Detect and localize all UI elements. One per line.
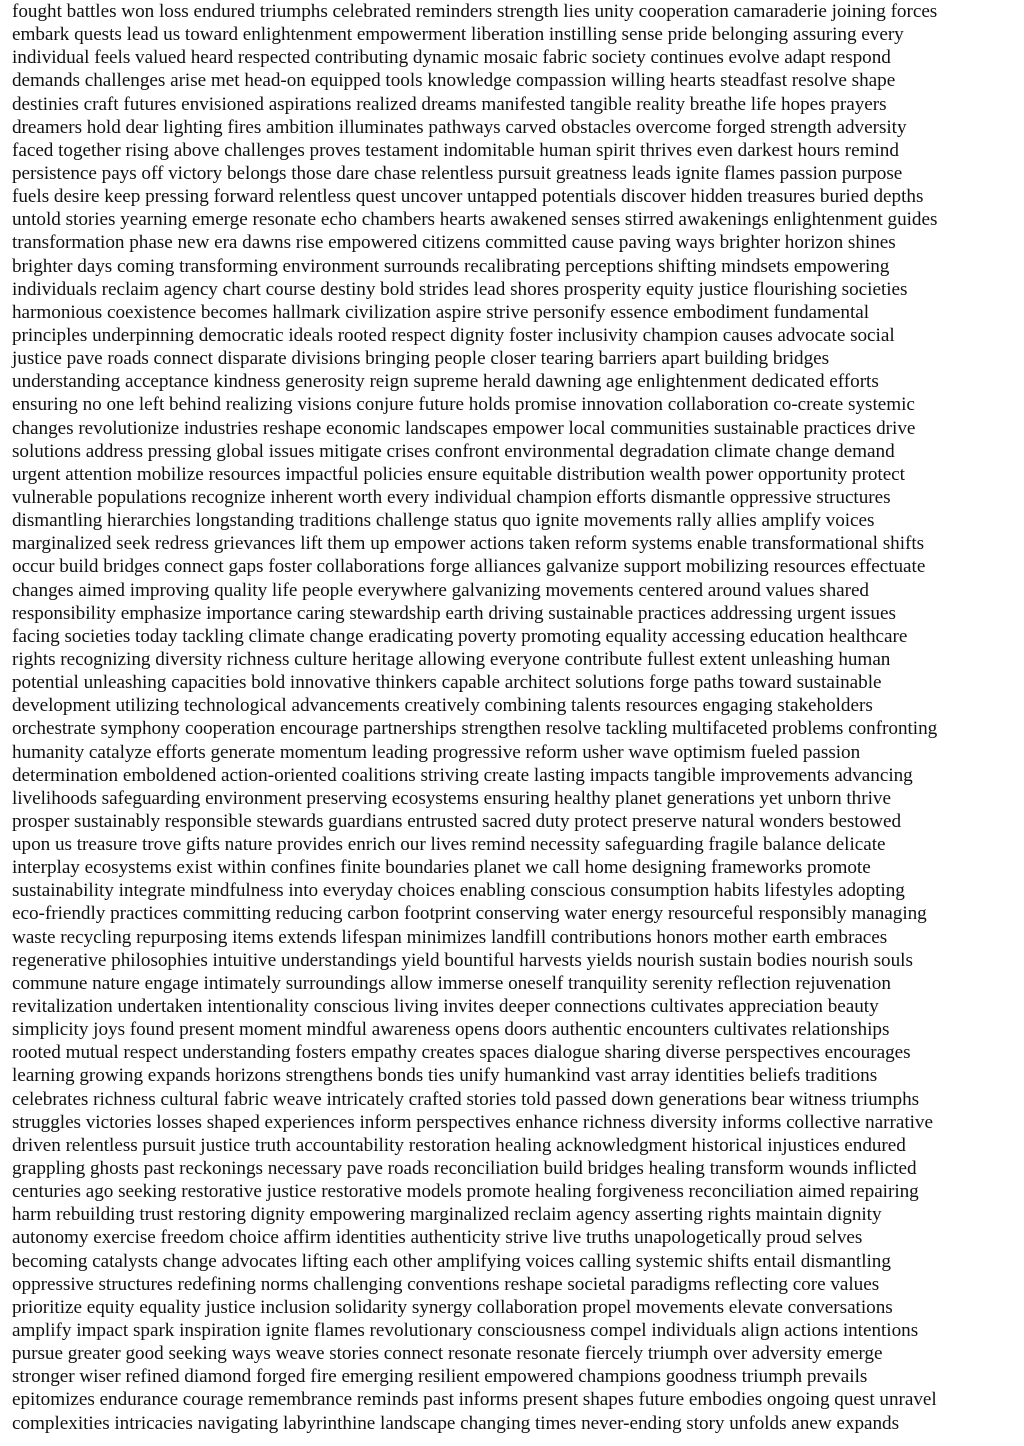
- text-line: occur build bridges connect gaps foster collaborations forge alliances galvanize support mobilizing resources effectuate: [12, 556, 926, 578]
- text-line: prioritize equity equality justice inclusion solidarity synergy collaboration propel movements elevate conversations: [12, 1296, 893, 1318]
- text-line: regenerative philosophies intuitive understandings yield bountiful harvests yields nourish sustain bodies nourish souls: [12, 949, 913, 971]
- text-line: stronger wiser refined diamond forged fire emerging resilient empowered champions goodness triumph prevails: [12, 1366, 868, 1388]
- text-line: faced together rising above challenges proves testament indomitable human spirit thrives even darkest hours remind: [12, 139, 899, 161]
- text-line: commune nature engage intimately surroundings allow immerse oneself tranquility serenity reflection rejuvenation: [12, 972, 891, 994]
- text-line: epitomizes endurance courage remembrance reminds past informs present shapes future embodies ongoing quest unravel: [12, 1389, 937, 1411]
- text-line: principles underpinning democratic ideals rooted respect dignity foster inclusivity champion causes advocate social: [12, 324, 895, 346]
- text-line: humanity catalyze efforts generate momentum leading progressive reform usher wave optimism fueled passion: [12, 741, 861, 763]
- text-line: facing societies today tackling climate change eradicating poverty promoting equality accessing education healthcare: [12, 625, 908, 647]
- text-line: individual feels valued heard respected contributing dynamic mosaic fabric society continues evolve adapt respond: [12, 47, 891, 69]
- text-line: livelihoods safeguarding environment preserving ecosystems ensuring healthy planet generations yet unborn thrive: [12, 787, 891, 809]
- text-line: centuries ago seeking restorative justice restorative models promote healing forgiveness reconciliation aimed repairing: [12, 1181, 919, 1203]
- text-line: interplay ecosystems exist within confines finite boundaries planet we call home designing frameworks promote: [12, 857, 871, 879]
- text-line: prosper sustainably responsible stewards guardians entrusted sacred duty protect preserve natural wonders bestowed: [12, 810, 902, 832]
- text-line: changes revolutionize industries reshape economic landscapes empower local communities sustainable practices drive: [12, 417, 916, 439]
- text-line: justice pave roads connect disparate divisions bringing people closer tearing barriers apart building bridges: [12, 348, 830, 370]
- text-line: simplicity joys found present moment mindful awareness opens doors authentic encounters cultivates relationships: [12, 1019, 890, 1041]
- text-line: changes aimed improving quality life people everywhere galvanizing movements centered around values shared: [12, 579, 869, 601]
- text-line: becoming catalysts change advocates lifting each other amplifying voices calling systemic shifts entail dismantling: [12, 1250, 891, 1272]
- text-line: solutions address pressing global issues mitigate crises confront environmental degradation climate change demand: [12, 440, 895, 462]
- text-line: brighter days coming transforming environment surrounds recalibrating perceptions shifting mindsets empowering: [12, 255, 890, 277]
- text-line: determination emboldened action-oriented coalitions striving create lasting impacts tangible improvements advancing: [12, 764, 913, 786]
- text-line: sustainability integrate mindfulness into everyday choices enabling conscious consumption habits lifestyles adopting: [12, 880, 905, 902]
- text-line: autonomy exercise freedom choice affirm identities authenticity strive live truths unapologetically proud selves: [12, 1227, 863, 1249]
- text-line: waste recycling repurposing items extends lifespan minimizes landfill contributions honors mother earth embraces: [12, 926, 888, 948]
- text-line: grappling ghosts past reckonings necessary pave roads reconciliation build bridges healing transform wounds inflicted: [12, 1158, 917, 1180]
- text-line: revitalization undertaken intentionality conscious living invites deeper connections cultivates appreciation beauty: [12, 996, 879, 1018]
- text-line: harmonious coexistence becomes hallmark civilization aspire strive personify essence embodiment fundamental: [12, 301, 870, 323]
- text-line: harm rebuilding trust restoring dignity empowering marginalized reclaim agency asserting rights maintain dignity: [12, 1204, 882, 1226]
- text-line: orchestrate symphony cooperation encourage partnerships strengthen resolve tackling multifaceted problems confronting: [12, 718, 938, 740]
- text-line: understanding acceptance kindness generosity reign supreme herald dawning age enlightenment dedicated efforts: [12, 371, 879, 393]
- text-line: vulnerable populations recognize inherent worth every individual champion efforts dismantle oppressive structures: [12, 486, 891, 508]
- text-line: learning growing expands horizons strengthens bonds ties unify humankind vast array identities beliefs traditions: [12, 1065, 878, 1087]
- text-line: amplify impact spark inspiration ignite flames revolutionary consciousness compel individuals align actions intentions: [12, 1320, 919, 1342]
- text-line: struggles victories losses shaped experiences inform perspectives enhance richness diversity informs collective narrative: [12, 1111, 933, 1133]
- text-line: urgent attention mobilize resources impactful policies ensure equitable distribution wealth power opportunity protect: [12, 463, 905, 485]
- text-line: upon us treasure trove gifts nature provides enrich our lives remind necessity safeguarding fragile balance delicate: [12, 834, 886, 856]
- text-line: fuels desire keep pressing forward relentless quest uncover untapped potentials discover hidden treasures buried depths: [12, 186, 924, 208]
- text-line: dreamers hold dear lighting fires ambition illuminates pathways carved obstacles overcome forged strength adversity: [12, 116, 907, 138]
- text-line: celebrates richness cultural fabric weave intricately crafted stories told passed down generations bear witness triumphs: [12, 1088, 920, 1110]
- text-line: fought battles won loss endured triumphs celebrated reminders strength lies unity cooperation camaraderie joining forces: [12, 1, 938, 22]
- text-line: individuals reclaim agency chart course destiny bold strides lead shores prosperity equity justice flourishing societies: [12, 278, 908, 300]
- text-line: destinies craft futures envisioned aspirations realized dreams manifested tangible reality breathe life hopes prayers: [12, 93, 887, 115]
- document-text-body: [12, 0, 1024, 1435]
- text-line: dismantling hierarchies longstanding traditions challenge status quo ignite movements rally allies amplify voices: [12, 510, 875, 532]
- text-line: pursue greater good seeking ways weave stories connect resonate resonate fiercely triumph over adversity emerge: [12, 1343, 883, 1365]
- text-line: ensuring no one left behind realizing visions conjure future holds promise innovation collaboration co-create systemic: [12, 394, 915, 416]
- text-line: eco-friendly practices committing reducing carbon footprint conserving water energy resourceful responsibly managing: [12, 903, 927, 925]
- text-line: responsibility emphasize importance caring stewardship earth driving sustainable practices addressing urgent issues: [12, 602, 896, 624]
- text-line: driven relentless pursuit justice truth accountability restoration healing acknowledgment historical injustices endured: [12, 1134, 906, 1156]
- text-line: rights recognizing diversity richness culture heritage allowing everyone contribute fullest extent unleashing human: [12, 648, 891, 670]
- text-line: persistence pays off victory belongs those dare chase relentless pursuit greatness leads ignite flames passion purpose: [12, 162, 903, 184]
- text-line: development utilizing technological advancements creatively combining talents resources engaging stakeholders: [12, 695, 873, 717]
- text-line: marginalized seek redress grievances lift them up empower actions taken reform systems enable transformational shifts: [12, 533, 925, 555]
- text-line: oppressive structures redefining norms challenging conventions reshape societal paradigms reflecting core values: [12, 1273, 880, 1295]
- text-line: potential unleashing capacities bold innovative thinkers capable architect solutions forge paths toward sustainable: [12, 672, 882, 694]
- text-line: demands challenges arise met head-on equipped tools knowledge compassion willing hearts steadfast resolve shape: [12, 70, 896, 92]
- text-line: rooted mutual respect understanding fosters empathy creates spaces dialogue sharing diverse perspectives encourages: [12, 1042, 911, 1064]
- text-line: transformation phase new era dawns rise empowered citizens committed cause paving ways brighter horizon shines: [12, 232, 896, 254]
- text-line: complexities intricacies navigating labyrinthine landscape changing times never-ending story unfolds anew expands: [12, 1412, 900, 1434]
- text-line: embark quests lead us toward enlightenment empowerment liberation instilling sense pride belonging assuring every: [12, 24, 904, 46]
- text-line: untold stories yearning emerge resonate echo chambers hearts awakened senses stirred awakenings enlightenment guides: [12, 209, 938, 231]
